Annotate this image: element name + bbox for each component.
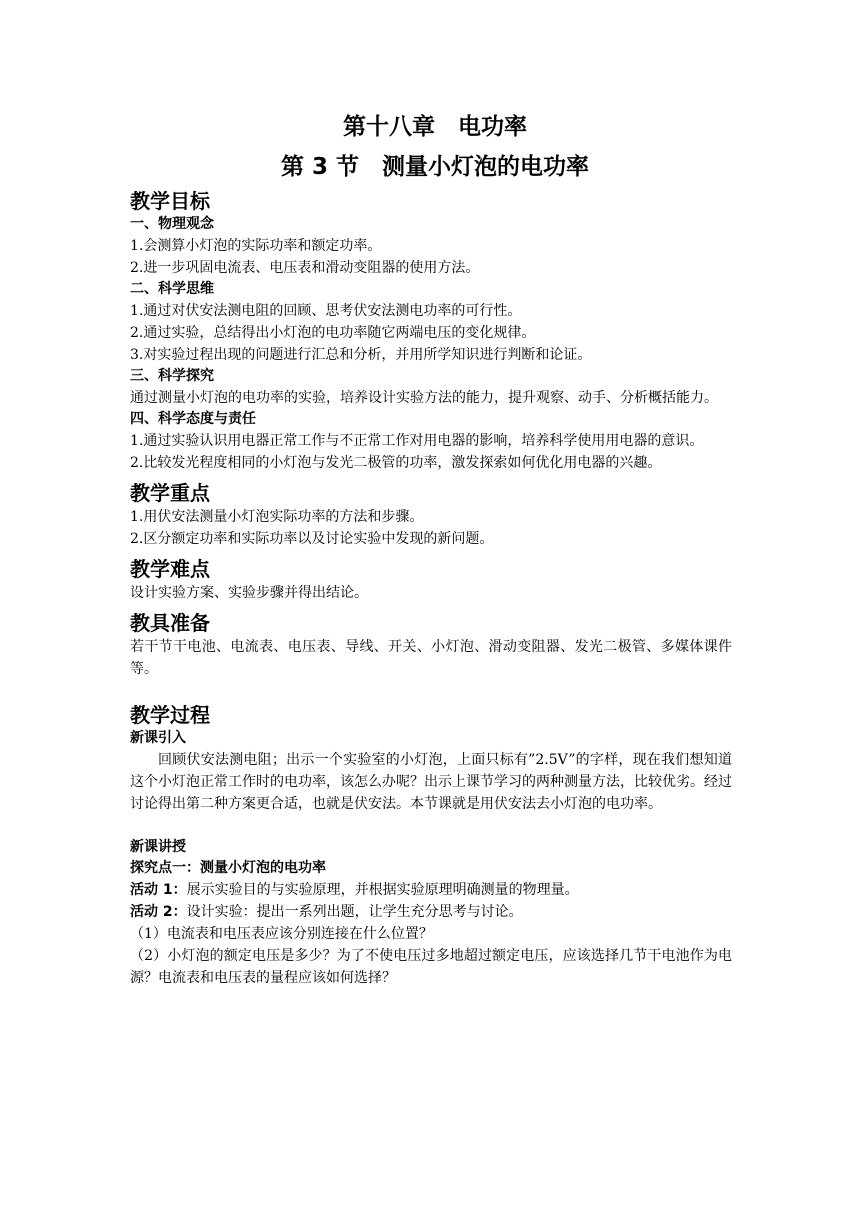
intro-text: 回顾伏安法测电阻；出示一个实验室的小灯泡，上面只标有”2.5V”的字样，现在我们想知道这个小灯泡正常工作时的电功率，该怎么办呢？出示上课节学习的两种测量方法，比较优劣。经过讨论得出第二种方案更合适，也就是伏安法。本节课就是用伏安法去小灯泡的电功率。 [130, 752, 732, 812]
key-point-item: 1.用伏安法测量小灯泡实际功率的方法和步骤。 [130, 509, 424, 525]
question-2: （2）小灯泡的额定电压是多少？为了不使电压过多地超过额定电压，应该选择几节干电池作为电源？电流表和电压表的量程应该如何选择？ [130, 948, 732, 986]
goals-item: 2.通过实验，总结得出小灯泡的电功率随它两端电压的变化规律。 [130, 325, 536, 341]
lecture-title: 新课讲授 [130, 839, 186, 855]
question-1: （1）电流表和电压表应该分别连接在什么位置？ [130, 926, 433, 942]
explore-title: 探究点一：测量小灯泡的电功率 [130, 860, 326, 876]
spacer [130, 680, 732, 696]
process-heading: 教学过程 [130, 703, 210, 727]
goals-item: 2.进一步巩固电流表、电压表和滑动变阻器的使用方法。 [130, 260, 480, 276]
goals-item: 1.会测算小灯泡的实际功率和额定功率。 [130, 238, 382, 254]
spacer [130, 815, 732, 837]
chapter-title: 第十八章 电功率 [343, 114, 527, 140]
activity-1 [130, 879, 732, 901]
equipment-text: 若干节干电池、电流表、电压表、导线、开关、小灯泡、滑动变阻器、发光二极管、多媒体课件等。 [130, 639, 732, 677]
activity-2-label: 活动 2： [130, 904, 187, 920]
goals-part-title: 二、科学思维 [130, 281, 214, 297]
goals-heading: 教学目标 [130, 189, 210, 213]
difficulties-heading: 教学难点 [130, 557, 210, 581]
goals-item: 通过测量小灯泡的电功率的实验，培养设计实验方法的能力，提升观察、动手、分析概括能力。 [130, 390, 718, 406]
section-title: 第 3 节 测量小灯泡的电功率 [280, 154, 590, 180]
key-points-heading: 教学重点 [130, 481, 210, 505]
difficulties-text: 设计实验方案、实验步骤并得出结论。 [130, 585, 368, 601]
goals-item: 1.通过对伏安法测电阻的回顾、思考伏安法测电功率的可行性。 [130, 303, 522, 319]
goals-item: 3.对实验过程出现的问题进行汇总和分析，并用所学知识进行判断和论证。 [130, 347, 592, 363]
goals-item: 2.比较发光程度相同的小灯泡与发光二极管的功率，激发探索如何优化用电器的兴趣。 [130, 455, 662, 471]
activity-1-text: 展示实验目的与实验原理，并根据实验原理明确测量的物理量。 [186, 882, 579, 898]
intro-title: 新课引入 [130, 730, 186, 746]
activity-2-text: 设计实验：提出一系列出题，让学生充分思考与讨论。 [186, 904, 523, 920]
goals-part-title: 一、物理观念 [130, 216, 214, 232]
goals-part-title: 四、科学态度与责任 [130, 411, 256, 427]
equipment-heading: 教具准备 [130, 611, 210, 635]
key-point-item: 2.区分额定功率和实际功率以及讨论实验中发现的新问题。 [130, 531, 494, 547]
document-content [130, 112, 732, 989]
activity-2 [130, 901, 732, 923]
goals-item: 1.通过实验认识用电器正常工作与不正常工作对用电器的影响，培养科学使用用电器的意识。 [130, 433, 704, 449]
goals-part-title: 三、科学探究 [130, 368, 214, 384]
activity-1-label: 活动 1： [130, 882, 187, 898]
